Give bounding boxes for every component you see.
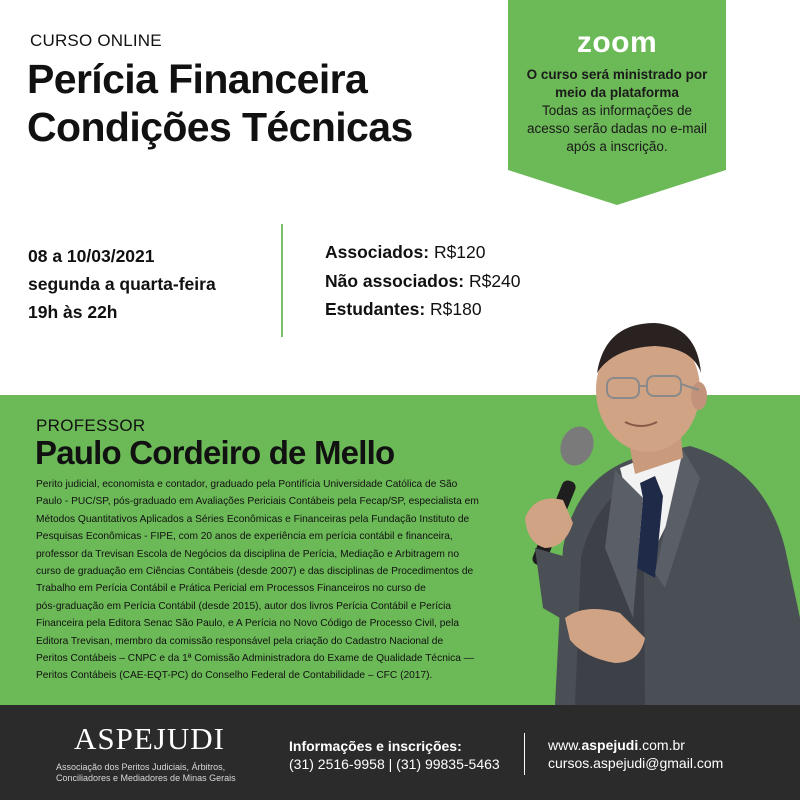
zoom-text-line-5: após a inscrição. <box>566 139 668 154</box>
zoom-logo: zoom <box>576 26 658 59</box>
course-title-line-2: Condições Técnicas <box>27 104 413 150</box>
email-link[interactable]: cursos.aspejudi@gmail.com <box>548 755 724 771</box>
course-title-line-1: Perícia Financeira <box>27 56 368 102</box>
price-label: Não associados: <box>325 270 465 291</box>
info-label: Informações e inscrições: <box>289 738 462 754</box>
website-link[interactable] <box>548 736 723 754</box>
zoom-text-line-4: acesso serão dadas no e-mail <box>526 121 708 136</box>
bio-line: Pesquisas Econômicas - FIPE, com 20 anos de experiência em perícia contábil e financeira, <box>36 531 453 543</box>
logo-subtitle-line-1: Associação dos Peritos Judiciais, Árbitros, <box>56 762 226 772</box>
course-days: segunda a quarta-feira <box>28 274 216 294</box>
price-item <box>325 267 521 296</box>
price-item <box>325 295 521 324</box>
logo-subtitle <box>56 762 256 784</box>
bio-line: Editora Trevisan, membro da comissão responsável pela criação do Cadastro Nacional de <box>36 635 444 647</box>
bio-line: Perito judicial, economista e contador, graduado pela Pontifícia Universidade Católica de São <box>36 479 458 490</box>
professor-photo <box>515 318 800 705</box>
phone-numbers: (31) 2516-9958 | (31) 99835-5463 <box>289 756 500 772</box>
zoom-badge-text <box>508 66 726 156</box>
price-list <box>325 238 521 324</box>
bio-line: curso de graduação em Ciências Contábeis (desde 2007) e das disciplinas de Procedimentos de <box>36 566 474 578</box>
schedule-block <box>28 242 216 326</box>
price-item <box>325 238 521 267</box>
bio-line: professor da Trevisan Escola de Negócios da disciplina de Perícia, Mediação e Arbitragem no <box>36 548 460 560</box>
zoom-text-line-2: meio da plataforma <box>555 85 679 100</box>
professor-name: Paulo Cordeiro de Mello <box>35 434 395 471</box>
bio-line: Peritos Contábeis (CAE-EQT-PC) do Conselho Federal de Contabilidade – CFC (2017). <box>36 670 433 682</box>
price-label: Estudantes: <box>325 299 426 319</box>
course-title <box>27 55 413 151</box>
professor-label: PROFESSOR <box>36 416 146 435</box>
bio-line: Métodos Quantitativos Aplicados a Séries Econômicas e Financeiras pela Fundação Instituto de <box>36 513 470 525</box>
course-time: 19h às 22h <box>28 302 118 322</box>
website-prefix: www. <box>548 737 582 753</box>
price-value: R$120 <box>433 242 486 262</box>
divider <box>281 224 283 337</box>
zoom-badge <box>508 0 726 205</box>
bio-line: Peritos Contábeis – CNPC e da 1ª Comissão Administradora do Exame de Qualidade Técnica — <box>36 653 474 665</box>
zoom-text-line-3: Todas as informações de <box>541 103 693 118</box>
bio-line: Financeira pela Editora Senac São Paulo, e A Perícia no Novo Código de Processo Civil, pela <box>36 618 460 630</box>
course-dates: 08 a 10/03/2021 <box>28 246 155 266</box>
logo-subtitle-line-2: Conciliadores e Mediadores de Minas Gerais <box>56 773 236 783</box>
professor-bio <box>36 476 512 685</box>
footer-divider <box>524 733 525 775</box>
bio-line: pós-graduação em Perícia Contábil (desde 2015), autor dos livros Perícia Contábil e Perícia <box>36 600 452 612</box>
website-domain: aspejudi <box>581 737 639 753</box>
bio-line: Trabalho em Perícia Contábil e Prática Pericial em Processos Financeiros no curso de <box>36 583 426 595</box>
website-suffix: .com.br <box>638 737 685 753</box>
aspejudi-logo: ASPEJUDI <box>74 721 225 756</box>
price-value: R$240 <box>468 270 521 291</box>
zoom-text-line-1: O curso será ministrado por <box>526 67 708 82</box>
price-value: R$180 <box>430 299 482 319</box>
contact-block <box>548 736 723 772</box>
course-type-label: CURSO ONLINE <box>30 31 162 50</box>
price-label: Associados: <box>325 242 430 262</box>
bio-line: Paulo - PUC/SP, pós-graduado em Avaliações Periciais Contábeis pela Fecap/SP, especialista em <box>36 496 479 508</box>
